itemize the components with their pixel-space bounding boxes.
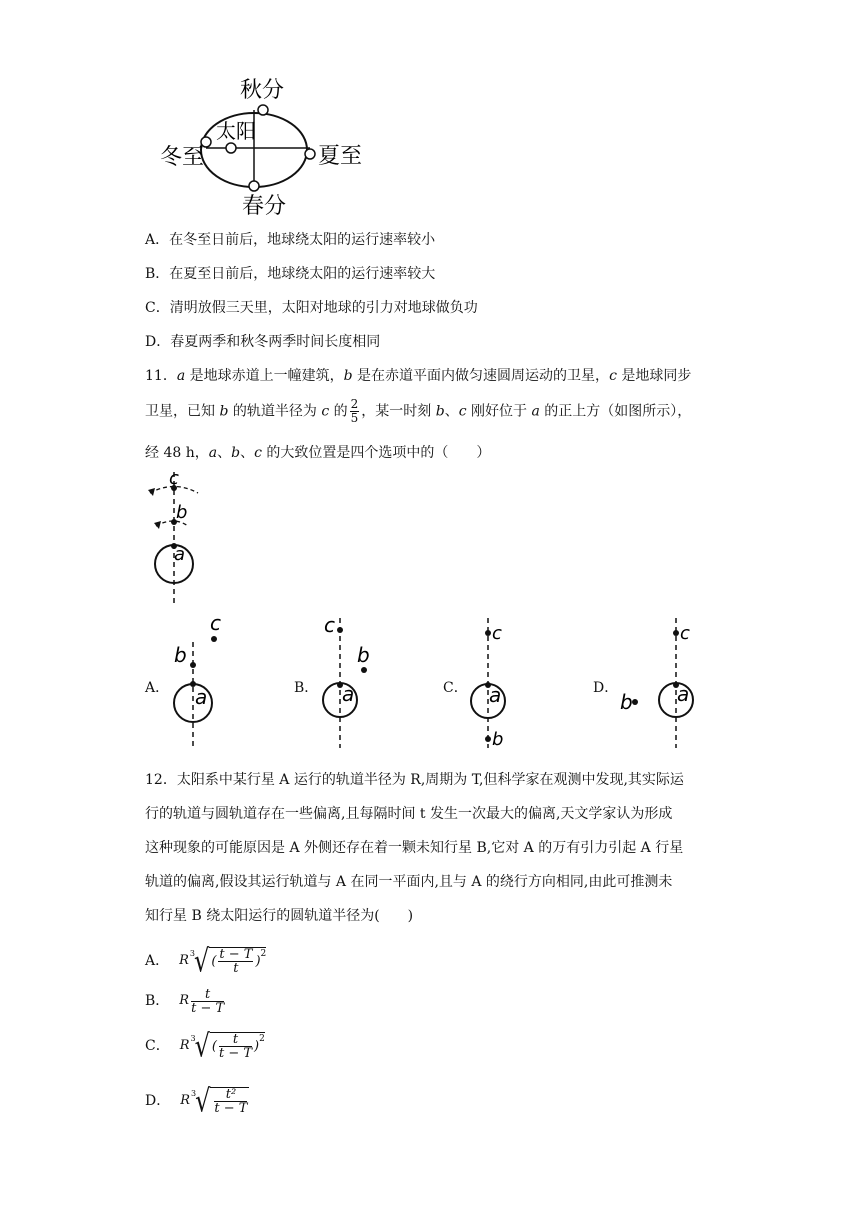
q12-option-a: A． R 3 √ ( $\frac{t - T}{t}$ ) 2 (145, 942, 267, 980)
summer-label: 夏至 (318, 144, 363, 169)
q11-option-b-letter: B． (294, 680, 319, 696)
q12-line-1: 12．太阳系中某行星 A 运行的轨道半径为 R,周期为 T,但科学家在观测中发现,其实际运 (145, 772, 684, 788)
q11-option-a-letter: A． (145, 680, 170, 696)
cube-root: 3 √ $\frac{\text{t²}}{t - T}$ (191, 1082, 248, 1120)
q11-line-2: 卫星，已知 b 的轨道半径为 c 的 $\frac{2}{5}$ ，某一时刻 b、c 刚好位于 a 的正上方（如图所示）， (145, 397, 692, 425)
svg-text:c: c (210, 612, 221, 635)
q11-option-d-figure (612, 612, 702, 752)
q10-option-c (145, 298, 478, 318)
q12-line-3: 这种现象的可能原因是 A 外侧还存在着一颗未知行星 B,它对 A 的万有引力引起 A 行星 (145, 840, 684, 856)
svg-text:b: b (357, 643, 370, 667)
q11-line-3: 经 48 h，a、b、c 的大致位置是四个选项中的（ ） (145, 445, 491, 461)
q11-option-a-figure (165, 612, 235, 752)
sun-label: 太阳 (216, 119, 256, 143)
q11-option-c-letter: C． (443, 680, 468, 696)
spring-point (249, 181, 259, 191)
svg-text:c: c (324, 613, 335, 637)
option-text: 清明放假三天里，太阳对地球的引力对地球做负功 (169, 300, 478, 316)
q12-option-c: C． R 3 √ ( $\frac{t}{t - T}$ ) 2 (145, 1027, 265, 1065)
svg-text:a: a (342, 682, 355, 706)
option-text: 在冬至日前后，地球绕太阳的运行速率较小 (169, 232, 436, 248)
svg-text:a: a (677, 682, 690, 706)
svg-text:b: b (174, 643, 187, 667)
option-letter: B． (145, 266, 170, 282)
q10-option-a (145, 230, 435, 250)
label-a: a (174, 544, 186, 565)
svg-text:c: c (680, 623, 690, 644)
autumn-point (258, 105, 268, 115)
cube-root: 3 √ ( $\frac{t - T}{t}$ ) 2 (189, 942, 267, 980)
q12-option-d: D． R 3 √ $\frac{\text{t²}}{t - T}$ (145, 1082, 248, 1120)
winter-label: 冬至 (160, 145, 205, 170)
q11-option-c-figure (458, 612, 528, 752)
option-letter: C． (145, 300, 170, 316)
autumn-label: 秋分 (240, 78, 285, 103)
q11-option-d-letter: D． (593, 680, 619, 696)
option-text: 春夏两季和秋冬两季时间长度相同 (170, 334, 381, 350)
option-letter: A． (145, 232, 170, 248)
q12-option-b: B． R $\frac{t}{t - T}$ (145, 986, 225, 1016)
q12-line-4: 轨道的偏离,假设其运行轨道与 A 在同一平面内,且与 A 的绕行方向相同,由此可推测未 (145, 874, 673, 890)
q11-line-1: 11．a 是地球赤道上一幢建筑，b 是在赤道平面内做匀速圆周运动的卫星，c 是地球同步 (145, 368, 692, 384)
label-c: c (169, 468, 179, 489)
cube-root: 3 √ ( $\frac{t}{t - T}$ ) 2 (190, 1027, 265, 1065)
svg-text:a: a (195, 685, 208, 709)
svg-text:c: c (492, 623, 502, 644)
svg-text:a: a (489, 683, 502, 707)
summer-point (305, 149, 315, 159)
label-b: b (176, 502, 188, 523)
spring-label: 春分 (242, 194, 287, 219)
option-letter: D． (145, 334, 171, 350)
q12-line-2: 行的轨道与圆轨道存在一些偏离,且每隔时间 t 发生一次最大的偏离,天文学家认为形成 (145, 806, 673, 822)
q12-line-5: 知行星 B 绕太阳运行的圆轨道半径为( ) (145, 908, 414, 924)
q11-option-b-figure (312, 612, 382, 752)
q10-option-b (145, 264, 435, 284)
fraction-two-fifths: $\frac{2}{5}$ (350, 397, 359, 425)
svg-text:b: b (492, 729, 504, 750)
option-text: 在夏至日前后，地球绕太阳的运行速率较大 (169, 266, 436, 282)
svg-text:b: b (620, 690, 633, 714)
q10-option-d (145, 332, 380, 352)
q11-main-figure (140, 468, 210, 608)
sun-point (226, 143, 236, 153)
orbit-diagram (150, 70, 380, 220)
